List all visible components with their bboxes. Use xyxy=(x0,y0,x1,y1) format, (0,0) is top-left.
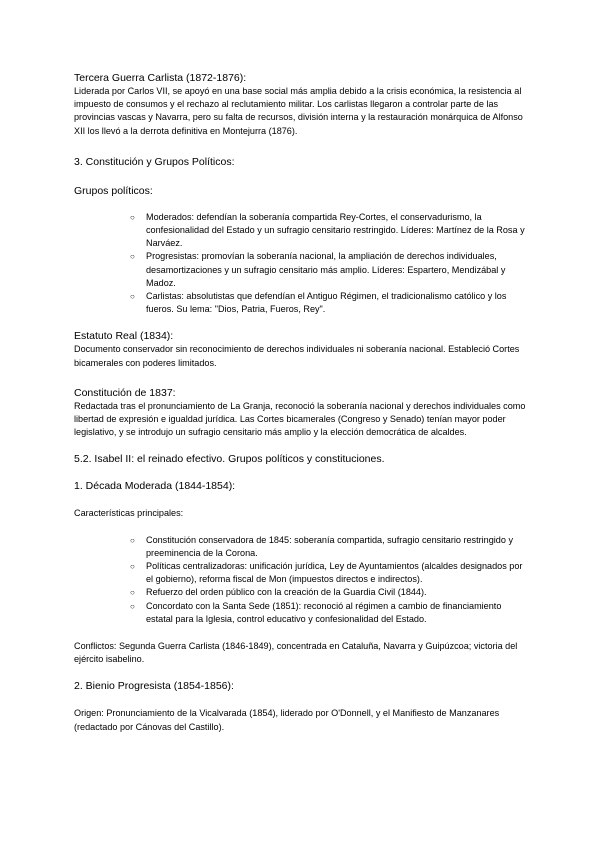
caracteristicas-list xyxy=(74,534,526,626)
grupos-list xyxy=(74,211,526,317)
label-caracteristicas: Características principales: xyxy=(74,508,184,519)
bullet-icon: ○ xyxy=(130,212,135,222)
list-item: ○ Moderados: defendían la soberanía compartida Rey-Cortes, el conservadurismo, la confesionalidad del Estado y un sufragio censitario restringido. Líderes: Martínez de la Rosa y Narváez. xyxy=(130,211,525,249)
bullet-icon: ○ xyxy=(130,292,135,302)
section-heading-grupos: Grupos políticos: xyxy=(74,184,153,197)
list-item: ○ Refuerzo del orden público con la creación de la Guardia Civil (1844). xyxy=(130,586,526,599)
section-heading-constitucion: 3. Constitución y Grupos Políticos: xyxy=(74,155,235,168)
paragraph-conflictos: Conflictos: Segunda Guerra Carlista (1846-1849), concentrada en Cataluña, Navarra y Guipúzcoa; victoria del ejército isabelino. xyxy=(74,641,518,665)
list-item: ○ Concordato con la Santa Sede (1851): reconoció al régimen a cambio de financiamiento estatal para la Iglesia, control educativo y confesionalidad del Estado. xyxy=(130,600,502,624)
list-item: ○ Políticas centralizadoras: unificación jurídica, Ley de Ayuntamientos (alcaldes designados por el gobierno), reforma fiscal de Mon (impuestos directos e indirectos). xyxy=(130,561,523,585)
list-item: ○ Constitución conservadora de 1845: soberanía compartida, sufragio censitario restringido y preeminencia de la Corona. xyxy=(130,534,513,558)
paragraph-estatuto: Documento conservador sin reconocimiento de derechos individuales ni soberanía nacional. Estableció Cortes bicamerales con poderes limitados. xyxy=(74,344,520,368)
section-heading-bienio: 2. Bienio Progresista (1854-1856): xyxy=(74,680,234,693)
paragraph-tercera-guerra: Liderada por Carlos VII, se apoyó en una base social más amplia debido a la crisis económica, la resistencia al impuesto de consumos y el rechazo al reclutamiento militar. Los carlistas llegaron a controlar parte de las provincias vascas y Navarra, pero su falta de recursos, división interna y la restauración monárquica de Alfonso XII los llevó a la derrota definitiva en Montejurra (1876). xyxy=(74,86,523,136)
section-heading-decada-moderada: 1. Década Moderada (1844-1854): xyxy=(74,480,236,493)
bullet-icon: ○ xyxy=(130,252,135,262)
bullet-icon: ○ xyxy=(130,562,135,572)
list-item: ○ Progresistas: promovían la soberanía nacional, la ampliación de derechos individuales, desamortizaciones y un sufragio censitario más amplio. Líderes: Espartero, Mendizábal y Madoz. xyxy=(130,251,506,288)
paragraph-constitucion-1837: Redactada tras el pronunciamiento de La Granja, reconoció la soberanía nacional y derechos individuales como libertad de expresión e igualdad jurídica. Las Cortes bicamerales (Congreso y Senado) tenían mayor poder legislativo, y se introdujo un sufragio censitario más amplio y la elección democrática de alcaldes. xyxy=(74,400,526,438)
list-item: ○ Carlistas: absolutistas que defendían el Antiguo Régimen, el tradicionalismo católico y los fueros. Su lema: "Dios, Patria, Fueros, Rey". xyxy=(130,291,507,315)
section-heading-isabel: 5.2. Isabel II: el reinado efectivo. Grupos políticos y constituciones. xyxy=(74,453,385,466)
bullet-icon: ○ xyxy=(130,588,135,598)
section-heading-tercera-guerra: Tercera Guerra Carlista (1872-1876): xyxy=(74,72,247,84)
bullet-icon: ○ xyxy=(130,535,135,545)
paragraph-origen: Origen: Pronunciamiento de la Vicalvarada (1854), liderado por O'Donnell, y el Manifiesto de Manzanares (redactado por Cánovas del Castillo). xyxy=(74,708,500,732)
bullet-icon: ○ xyxy=(130,601,135,611)
section-heading-constitucion-1837: Constitución de 1837: xyxy=(74,386,176,399)
section-heading-estatuto: Estatuto Real (1834): xyxy=(74,330,174,343)
